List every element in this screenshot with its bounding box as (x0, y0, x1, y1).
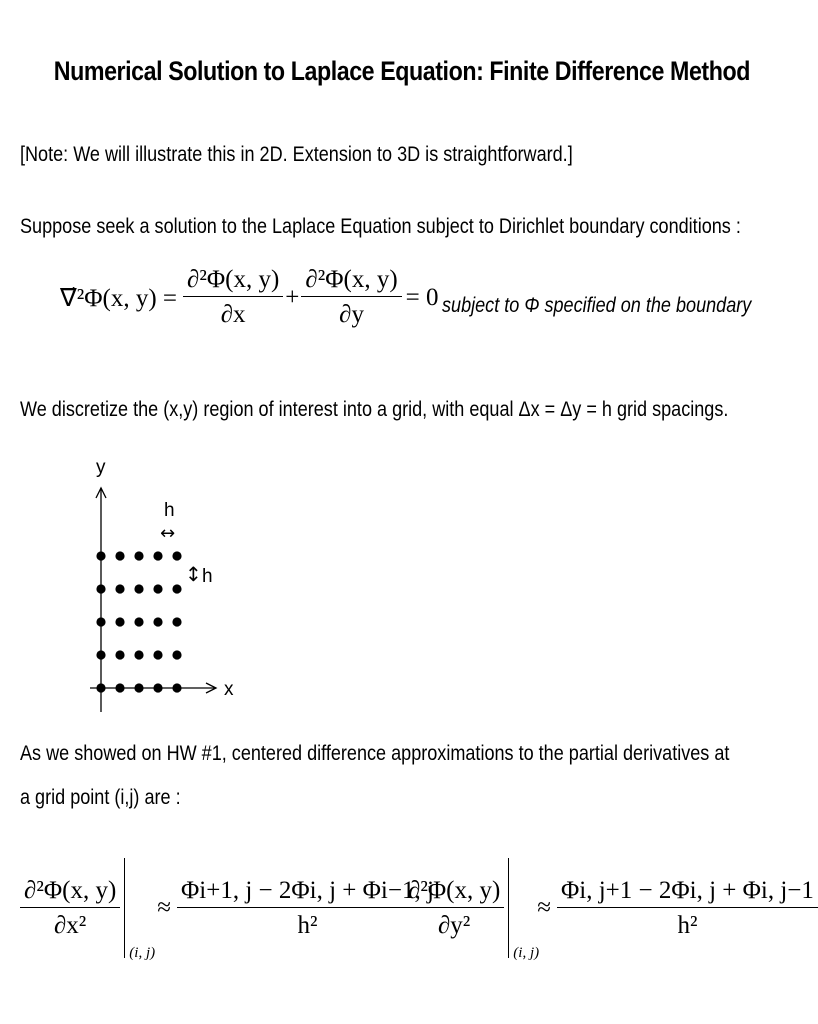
grid-point (115, 683, 124, 692)
term2-numerator: ∂²Φ(x, y) (301, 266, 401, 297)
grid-point (153, 683, 162, 692)
term1-numerator: ∂²Φ(x, y) (183, 266, 283, 297)
grid-point (96, 617, 105, 626)
approx-x-lhs-denominator: ∂x² (53, 911, 87, 939)
approx-y-lhs-numerator: ∂²Φ(x, y) (404, 877, 504, 908)
grid-point (134, 617, 143, 626)
grid-points (96, 551, 181, 692)
grid-point (96, 551, 105, 560)
grid-point (115, 650, 124, 659)
grid-point (134, 650, 143, 659)
approx-y-eval-point: (i, j) (513, 945, 540, 961)
approx-y-lhs-denominator: ∂y² (437, 911, 471, 939)
laplacian-lhs: ∇⃗²Φ(x, y) = (60, 284, 177, 312)
note-text: [Note: We will illustrate this in 2D. Extension to 3D is straightforward.] (20, 143, 573, 166)
approx-y-rhs (557, 877, 818, 940)
approx-x-eval-point: (i, j) (129, 945, 156, 961)
grid-diagram (80, 450, 260, 720)
grid-point (153, 584, 162, 593)
hw-text-line2: a grid point (i,j) are : (20, 786, 181, 809)
hw-text-line1: As we showed on HW #1, centered difference approximations to the partial derivatives at (20, 742, 730, 765)
discretize-text: We discretize the (x,y) region of interest into a grid, with equal Δx = Δy = h grid spacings. (20, 398, 729, 421)
approx-y-lhs (404, 877, 504, 940)
approx-x-lhs (20, 877, 120, 940)
grid-point (153, 617, 162, 626)
grid-point (172, 650, 181, 659)
approx-x-symbol: ≈ (157, 894, 172, 921)
grid-point (96, 650, 105, 659)
approx-y-eval-bar (508, 858, 540, 961)
grid-point (115, 551, 124, 560)
grid-point (134, 683, 143, 692)
term1-fraction (183, 266, 283, 329)
approx-x-rhs (177, 877, 438, 940)
grid-point (172, 551, 181, 560)
x-axis-label: x (224, 679, 234, 700)
term2-denominator: ∂y (339, 301, 364, 328)
laplace-equation (60, 266, 439, 329)
boundary-condition: subject to Φ specified on the boundary (442, 294, 752, 317)
approx-x-eval-bar (124, 858, 156, 961)
grid-point (134, 551, 143, 560)
term1-denominator: ∂x (220, 301, 246, 328)
approx-x-lhs-numerator: ∂²Φ(x, y) (20, 877, 120, 908)
page-title: Numerical Solution to Laplace Equation: Finite Difference Method (53, 56, 750, 86)
approx-x-rhs-numerator: Φi+1, j − 2Φi, j + Φi−1, j (177, 877, 438, 908)
approx-y-rhs-denominator: h² (677, 911, 698, 939)
h-spacing-label-top: h (164, 500, 175, 521)
approx-y-rhs-numerator: Φi, j+1 − 2Φi, j + Φi, j−1 (557, 877, 818, 908)
grid-point (96, 683, 105, 692)
approx-x-rhs-denominator: h² (297, 911, 318, 939)
h-vertical-arrow-icon: ↕ (185, 562, 202, 586)
approx-y-symbol: ≈ (537, 894, 552, 921)
plus-sign: + (285, 283, 300, 311)
equals-zero: = 0 (405, 283, 439, 311)
h-spacing-label-side: h (202, 566, 213, 587)
grid-point (134, 584, 143, 593)
grid-point (153, 650, 162, 659)
grid-point (172, 584, 181, 593)
y-axis-label: y (96, 457, 106, 478)
h-horizontal-arrow-icon: ↔ (160, 523, 176, 544)
grid-point (115, 584, 124, 593)
grid-point (172, 683, 181, 692)
grid-point (96, 584, 105, 593)
intro-text: Suppose seek a solution to the Laplace Equation subject to Dirichlet boundary conditions : (20, 215, 741, 238)
grid-point (153, 551, 162, 560)
grid-point (172, 617, 181, 626)
term2-fraction (301, 266, 401, 329)
approx-y-equation (404, 858, 818, 961)
grid-point (115, 617, 124, 626)
approx-x-equation (20, 858, 438, 961)
